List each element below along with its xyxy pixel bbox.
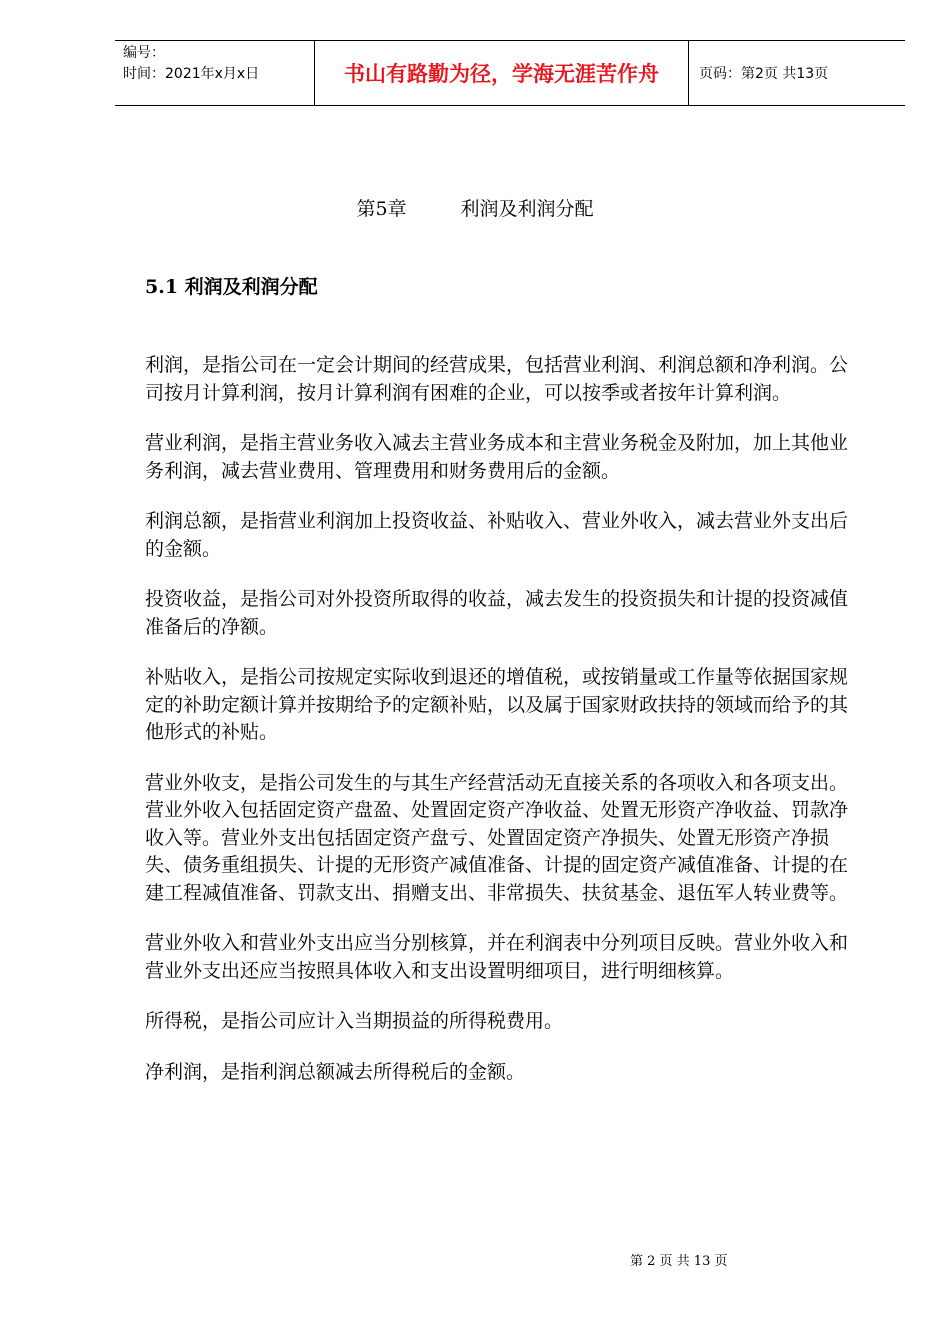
paragraph: 补贴收入，是指公司按规定实际收到退还的增值税，或按销量或工作量等依据国家规定的补助定额计算并按期给予的定额补贴，以及属于国家财政扶持的领域而给予的其他形式的补贴。	[145, 666, 849, 743]
page-header	[115, 40, 905, 106]
paragraph: 所得税，是指公司应计入当期损益的所得税费用。	[145, 1010, 564, 1032]
header-number-label: 编号：	[123, 45, 165, 61]
paragraph: 净利润，是指利润总额减去所得税后的金额。	[145, 1060, 526, 1083]
header-meta	[115, 41, 315, 105]
footer-page-number: 第 2 页 共 13 页	[630, 1254, 728, 1269]
section-heading: 5.1 利润及利润分配	[145, 276, 318, 298]
chapter-number: 第5章	[356, 198, 407, 220]
paragraph: 营业利润，是指主营业务收入减去主营业务成本和主营业务税金及附加，加上其他业务利润，减去营业费用、管理费用和财务费用后的金额。	[145, 432, 849, 482]
header-motto: 书山有路勤为径，学海无涯苦作舟	[315, 41, 689, 105]
body-text	[145, 352, 865, 1109]
paragraph: 营业外收支，是指公司发生的与其生产经营活动无直接关系的各项收入和各项支出。营业外收入包括固定资产盘盈、处置固定资产净收益、处置无形资产净收益、罚款净收入等。营业外支出包括固定资产盘亏、处置固定资产净损失、处置无形资产净损失、债务重组损失、计提的无形资产减值准备、计提的固定资产减值准备、计提的在建工程减值准备、罚款支出、捐赠支出、非常损失、扶贫基金、退伍军人转业费等。	[145, 771, 849, 904]
chapter-title: 利润及利润分配	[460, 198, 594, 220]
paragraph: 利润，是指公司在一定会计期间的经营成果，包括营业利润、利润总额和净利润。公司按月计算利润，按月计算利润有困难的企业，可以按季或者按年计算利润。	[145, 354, 849, 404]
header-page-info: 页码：第2页 共13页	[699, 66, 829, 82]
paragraph: 营业外收入和营业外支出应当分别核算，并在利润表中分列项目反映。营业外收入和营业外支出还应当按照具体收入和支出设置明细项目，进行明细核算。	[145, 932, 849, 982]
header-time-label: 时间：2021年x月x日	[123, 66, 260, 82]
chapter-heading	[0, 194, 950, 221]
paragraph: 投资收益，是指公司对外投资所取得的收益，减去发生的投资损失和计提的投资减值准备后的净额。	[145, 588, 849, 638]
paragraph: 利润总额，是指营业利润加上投资收益、补贴收入、营业外收入，减去营业外支出后的金额。	[145, 510, 849, 560]
